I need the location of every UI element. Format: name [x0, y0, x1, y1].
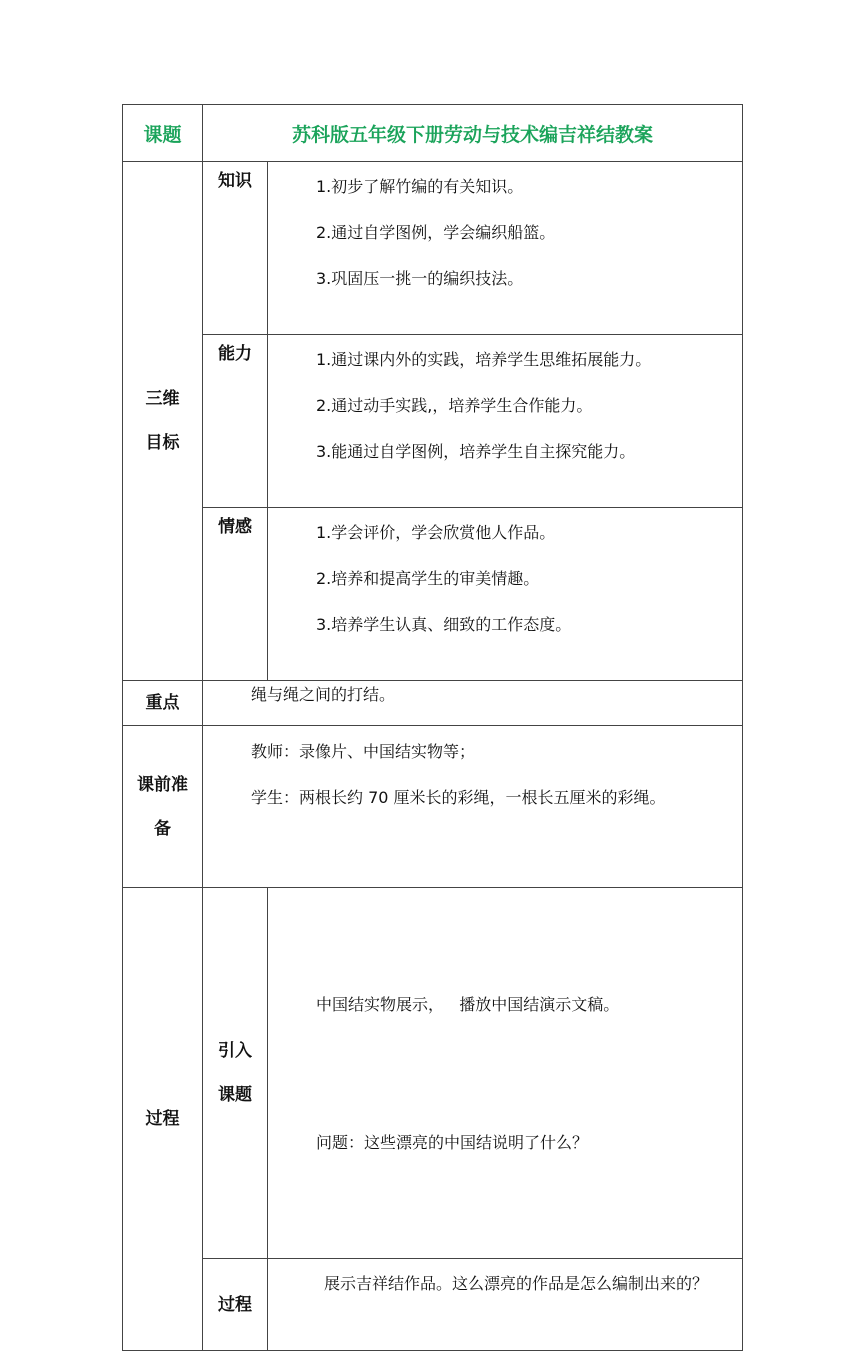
lesson-plan-table — [122, 104, 743, 1351]
goals-label-line2: 目标 — [145, 433, 180, 453]
main-process-label: 过程 — [203, 1259, 268, 1351]
main-process-row — [123, 1259, 743, 1351]
title-label: 课题 — [123, 105, 203, 162]
emotion-label: 情感 — [203, 508, 268, 681]
knowledge-label: 知识 — [203, 162, 268, 335]
intro-label — [203, 888, 268, 1259]
intro-content — [268, 888, 743, 1259]
process-label: 过程 — [123, 888, 203, 1351]
emotion-item: 2.培养和提高学生的审美情趣。 — [316, 569, 540, 588]
ability-row — [123, 335, 743, 508]
preparation-label-line2: 备 — [154, 818, 171, 839]
three-dimension-goals-label — [123, 162, 203, 681]
ability-item: 3.能通过自学图例，培养学生自主探究能力。 — [316, 442, 636, 461]
emotion-row — [123, 508, 743, 681]
intro-line-1: 中国结实物展示， 播放中国结演示文稿。 — [316, 995, 620, 1014]
preparation-row — [123, 726, 743, 888]
emotion-item: 3.培养学生认真、细致的工作态度。 — [316, 615, 572, 634]
knowledge-item: 2.通过自学图例，学会编织船篮。 — [316, 223, 556, 242]
ability-items — [268, 335, 743, 508]
intro-row — [123, 888, 743, 1259]
emotion-items — [268, 508, 743, 681]
intro-line-2: 问题：这些漂亮的中国结说明了什么？ — [316, 1133, 589, 1152]
key-point-text: 绳与绳之间的打结。 — [203, 681, 743, 726]
lesson-title: 苏科版五年级下册劳动与技术编吉祥结教案 — [203, 105, 743, 162]
key-point-label: 重点 — [123, 681, 203, 726]
knowledge-row — [123, 162, 743, 335]
knowledge-item: 3.巩固压一挑一的编织技法。 — [316, 269, 524, 288]
ability-label: 能力 — [203, 335, 268, 508]
key-point-row — [123, 681, 743, 726]
emotion-item: 1.学会评价，学会欣赏他人作品。 — [316, 523, 556, 542]
ability-item: 1.通过课内外的实践，培养学生思维拓展能力。 — [316, 350, 652, 369]
intro-label-line1: 引入 — [218, 1041, 252, 1061]
preparation-label — [123, 726, 203, 888]
goals-label-line1: 三维 — [145, 389, 180, 409]
preparation-label-line1: 课前准 — [137, 774, 188, 795]
preparation-content — [203, 726, 743, 888]
knowledge-item: 1.初步了解竹编的有关知识。 — [316, 177, 524, 196]
title-row — [123, 105, 743, 162]
knowledge-items — [268, 162, 743, 335]
ability-item: 2.通过动手实践,，培养学生合作能力。 — [316, 396, 593, 415]
intro-label-line2: 课题 — [218, 1085, 252, 1105]
main-process-text: 展示吉祥结作品。这么漂亮的作品是怎么编制出来的？ — [268, 1259, 743, 1351]
student-preparation: 学生：两根长约 70 厘米长的彩绳，一根长五厘米的彩绳。 — [251, 788, 666, 807]
teacher-preparation: 教师：录像片、中国结实物等； — [251, 742, 476, 761]
